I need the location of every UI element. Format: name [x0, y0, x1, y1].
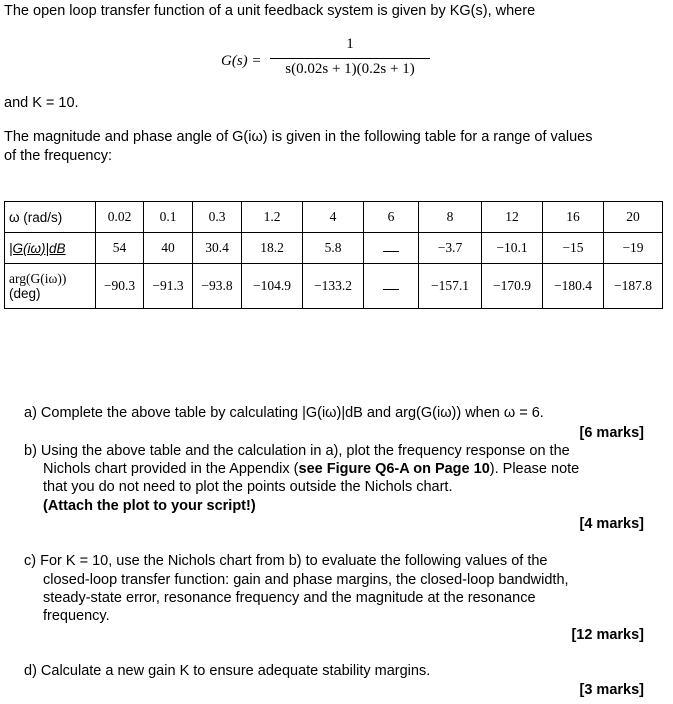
figure-reference: see Figure Q6-A on Page 10 — [298, 461, 490, 477]
equation-numerator: 1 — [346, 36, 354, 52]
table-row-phase — [5, 264, 663, 309]
fraction-bar — [270, 58, 430, 59]
frequency-table — [4, 201, 663, 309]
blank-line — [383, 288, 399, 290]
table-cell: −90.3 — [96, 264, 144, 309]
row-header-phase-label: arg(G(iω)) — [9, 271, 67, 286]
question-d-marks: [3 marks] — [579, 682, 644, 698]
question-a-marks: [6 marks] — [579, 425, 644, 441]
table-cell: −3.7 — [419, 233, 482, 264]
table-cell-blank — [364, 264, 419, 309]
table-cell: 0.1 — [144, 202, 193, 233]
question-b-line-3: that you do not need to plot the points outside the Nichols chart. — [43, 479, 453, 495]
row-header-omega: ω (rad/s) — [5, 202, 96, 233]
question-c-line-2: closed-loop transfer function: gain and phase margins, the closed-loop bandwidth, — [43, 572, 569, 588]
table-cell: 1.2 — [242, 202, 303, 233]
question-a: a) Complete the above table by calculating |G(iω)|dB and arg(G(iω)) when ω = 6. — [24, 405, 544, 421]
question-c-line-1: c) For K = 10, use the Nichols chart from b) to evaluate the following values of the — [24, 553, 548, 569]
equation-lhs: G(s) = — [221, 53, 262, 69]
paragraph-line-1: The magnitude and phase angle of G(iω) is given in the following table for a range of values — [4, 129, 593, 145]
question-b-line-1: b) Using the above table and the calculation in a), plot the frequency response on the — [24, 443, 570, 459]
table-cell: −187.8 — [604, 264, 663, 309]
table-cell: 8 — [419, 202, 482, 233]
table-row-omega — [5, 202, 663, 233]
table-cell: 12 — [482, 202, 543, 233]
blank-line — [383, 250, 399, 252]
question-c-line-4: frequency. — [43, 608, 110, 624]
row-header-phase-unit: (deg) — [9, 286, 41, 301]
question-b-line-4: (Attach the plot to your script!) — [43, 498, 256, 514]
table-cell: −91.3 — [144, 264, 193, 309]
question-c-line-3: steady-state error, resonance frequency and the magnitude at the resonance — [43, 590, 536, 606]
table-cell: 16 — [543, 202, 604, 233]
table-cell: −15 — [543, 233, 604, 264]
equation-denominator: s(0.02s + 1)(0.2s + 1) — [285, 61, 415, 77]
table-cell: 5.8 — [303, 233, 364, 264]
question-d: d) Calculate a new gain K to ensure adequate stability margins. — [24, 663, 431, 679]
table-row-magnitude — [5, 233, 663, 264]
table-cell: 6 — [364, 202, 419, 233]
and-k-text: and K = 10. — [4, 95, 79, 111]
table-cell: −180.4 — [543, 264, 604, 309]
row-header-magnitude: |G(iω)|dB — [5, 233, 96, 264]
paragraph-line-2: of the frequency: — [4, 148, 113, 164]
table-cell: 4 — [303, 202, 364, 233]
row-header-phase — [5, 264, 96, 309]
question-b-line-2 — [43, 461, 579, 477]
question-c-marks: [12 marks] — [571, 627, 644, 643]
table-cell: 0.3 — [193, 202, 242, 233]
table-cell: 18.2 — [242, 233, 303, 264]
intro-line: The open loop transfer function of a unit feedback system is given by KG(s), where — [4, 3, 536, 19]
question-b-line-2-post: ). Please note — [489, 461, 580, 477]
table-cell: 30.4 — [193, 233, 242, 264]
table-cell: −157.1 — [419, 264, 482, 309]
table-cell: −104.9 — [242, 264, 303, 309]
table-cell: −93.8 — [193, 264, 242, 309]
table-cell: 54 — [96, 233, 144, 264]
table-cell-blank — [364, 233, 419, 264]
table-cell: −170.9 — [482, 264, 543, 309]
table-cell: 20 — [604, 202, 663, 233]
table-cell: −19 — [604, 233, 663, 264]
question-b-line-2-pre: Nichols chart provided in the Appendix ( — [43, 461, 299, 477]
table-cell: −133.2 — [303, 264, 364, 309]
table-cell: 40 — [144, 233, 193, 264]
table-cell: −10.1 — [482, 233, 543, 264]
question-b-marks: [4 marks] — [579, 516, 644, 532]
table-cell: 0.02 — [96, 202, 144, 233]
